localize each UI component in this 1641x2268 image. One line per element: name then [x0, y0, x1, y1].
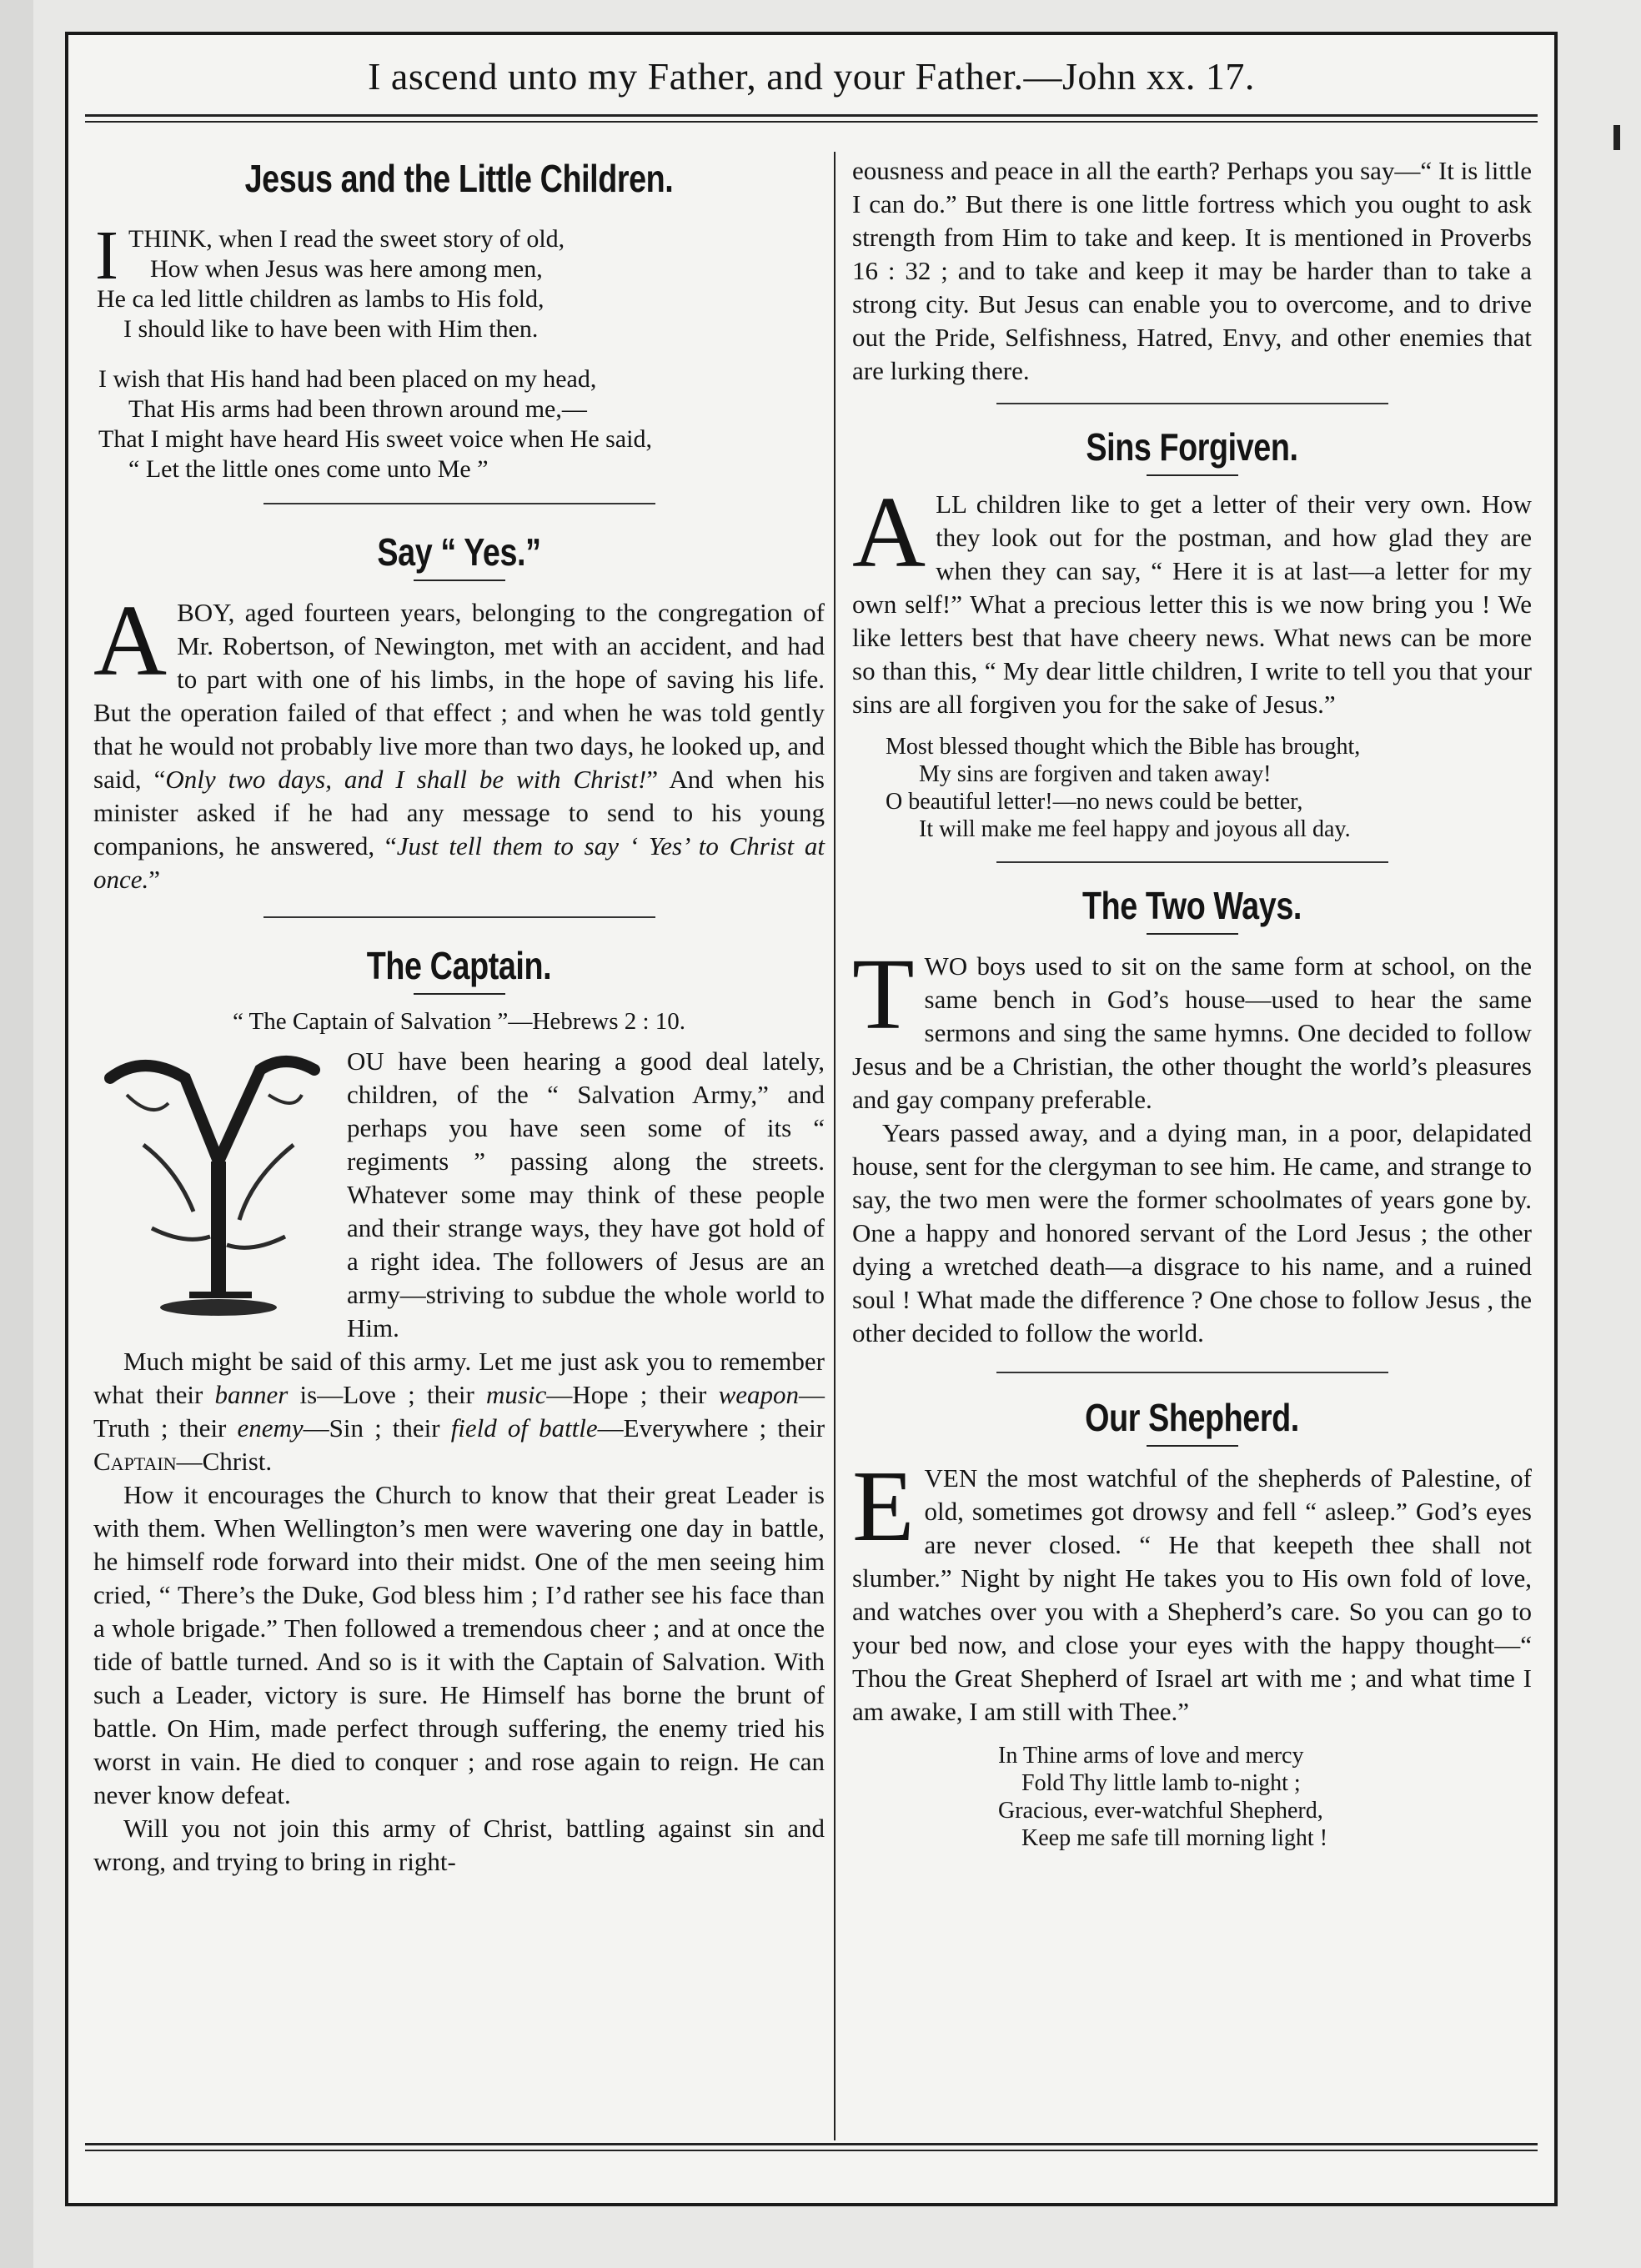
article-body: Years passed away, and a dying man, in a poor, delapidated house, sent for the clergyman to see him. He came, and strange to say, the two men were the former schoolmates of years gone by. One a happy and honored servant of the Lord Jesus ; the other dying a wretched death—a disgrace to his name, and a ruined soul ! What made the difference ? One chose to follow Jesus , the other decided to follow the world.: [852, 1118, 1532, 1347]
article-body: [852, 476, 1532, 721]
italic-word: field of battle: [450, 1413, 598, 1443]
article-title: Say “ Yes.”: [377, 530, 541, 574]
article-title: Our Shepherd.: [1085, 1396, 1299, 1439]
y-initial-illustration: [93, 1045, 335, 1320]
continuation-text: eousness and peace in all the earth? Perhaps you say—“ It is little I can do.” But there is one little fortress which you ought to ask strength from Him to take and keep. It is mentioned in Proverbs 16 : 32 ; and to take and keep it may be harder than to take a strong city. But Jesus can enable you to overcome, and to drive out the Pride, Selfishness, Hatred, Envy, and other enemies that are lurking there.: [852, 156, 1532, 385]
body-text: Much might be said of this army. Let me just ask you to remember what their: [93, 1347, 825, 1409]
drop-cap: A: [852, 476, 926, 589]
body-text: —Hope ; their: [546, 1380, 719, 1409]
article-body: [93, 1045, 825, 1345]
poem-line: THINK, when I read the sweet story of old,: [128, 225, 565, 253]
quote-text: Only two days, and I shall be with Christ!: [165, 765, 647, 794]
verse-line: Most blessed thought which the Bible has brought,: [886, 734, 1361, 760]
body-text: WO boys used to sit on the same form at school, on the same bench in God’s house—used to hear the same sermons and sing the same hymns. One decided to follow Jesus and be a Christian, the other thought the world’s pleasures and gay company preferable.: [852, 951, 1532, 1114]
quote-text: Just tell them to say ‘ Yes’ to Christ at once.: [93, 831, 825, 894]
epigraph: “ The Captain of Salvation ”—Hebrews 2 : 10.: [232, 1008, 686, 1035]
article-body: Will you not join this army of Christ, battling against sin and wrong, and trying to bring in right-: [93, 1814, 825, 1876]
body-text: —Truth ; their: [93, 1380, 825, 1443]
newspaper-page: [65, 32, 1558, 2206]
smallcaps-word: Captain: [93, 1447, 177, 1476]
article-title: The Captain.: [366, 944, 552, 987]
verse-line: In Thine arms of love and mercy: [998, 1743, 1304, 1769]
article-body: [852, 1450, 1532, 1729]
body-text: —Everywhere ; their: [597, 1413, 826, 1443]
drop-cap: A: [93, 585, 168, 697]
article-sins-forgiven: [852, 424, 1532, 843]
verse-line: My sins are forgiven and taken away!: [919, 761, 1272, 787]
article-body: How it encourages the Church to know that their great Leader is with them. When Wellington’s men were wavering one day in battle, he himself rode forward into their midst. One of the men seeing him cried, “ There’s the Duke, God bless him ; I’d rather see his face than a whole brigade.” Then followed a tremendous cheer ; and at once the tide of battle turned. And so is it with the Captain of Salvation. With such a Leader, victory is sure. He Himself has borne the brunt of battle. On Him, made perfect through suffering, the enemy tried his worst in vain. He died to conquer ; and rose again to reign. He can never know defeat.: [93, 1480, 825, 1809]
italic-word: enemy: [237, 1413, 304, 1443]
article-our-shepherd: [852, 1395, 1532, 1852]
body-text: VEN the most watchful of the shepherds of Palestine, of old, sometimes got drowsy and fell “ asleep.” God’s eyes are never closed. “ He that keepeth thee shall not slumber.” Night by night He takes you to His own fold of love, and watches over you with a Shepherd’s care. So you can go to your bed now, and close your eyes with the happy thought—“ Thou the Great Shepherd of Israel art with me ; and what time I am awake, I am still with Thee.”: [852, 1463, 1532, 1726]
verse-line: Gracious, ever-watchful Shepherd,: [998, 1798, 1323, 1824]
body-text: —Christ.: [176, 1447, 273, 1476]
article-body: [93, 1345, 825, 1478]
italic-word: weapon: [718, 1380, 799, 1409]
header-scripture: I ascend unto my Father, and your Father.—John xx. 17.: [368, 55, 1255, 98]
drop-cap: E: [852, 1450, 915, 1563]
poem-line: I wish that His hand had been placed on my head,: [98, 365, 597, 393]
article-jesus-children: [93, 156, 825, 484]
poem-line: “ Let the little ones come unto Me ”: [128, 455, 489, 483]
article-body: [852, 938, 1532, 1116]
article-body: [93, 585, 825, 896]
article-title: Jesus and the Little Children.: [244, 157, 674, 200]
article-title: Sins Forgiven.: [1086, 425, 1298, 469]
verse-line: It will make me feel happy and joyous all day.: [919, 816, 1351, 842]
body-text: ” And when his minister asked if he had any message to send to his young companions, he answered, “: [93, 765, 825, 861]
poem-line: I should like to have been with Him then.: [123, 315, 539, 343]
poem-stanza-2: [93, 364, 825, 484]
poem-line: That I might have heard His sweet voice when He said,: [98, 425, 652, 453]
verse-line: O beautiful letter!—no news could be better,: [886, 789, 1303, 815]
column-divider: [834, 152, 836, 2140]
article-title: The Two Ways.: [1082, 884, 1302, 927]
drop-cap: I: [95, 217, 118, 294]
body-text: LL children like to get a letter of their very own. How they look out for the postman, and how glad they are when they can say, “ Here it is at last—a letter for my own self!” What a precious letter this is we now bring you ! We like letters best that have cheery news. What news can be more so than this, “ My dear little children, I write to tell you that your sins are all forgiven you for the sake of Jesus.”: [852, 489, 1532, 719]
verse-line: Fold Thy little lamb to-night ;: [1021, 1770, 1301, 1796]
italic-word: banner: [214, 1380, 289, 1409]
verse-block: [852, 733, 1532, 843]
left-column: [93, 156, 825, 1879]
article-say-yes: [93, 529, 825, 896]
poem-stanza-1: [93, 217, 825, 344]
poem-line: How when Jesus was here among men,: [150, 255, 543, 283]
poem-line: He ca led little children as lambs to His fold,: [97, 285, 544, 313]
poem-line: That His arms had been thrown around me,—: [128, 395, 587, 423]
italic-word: music: [486, 1380, 547, 1409]
footer-rule-bottom: [85, 2150, 1538, 2151]
footer-rule-top: [85, 2143, 1538, 2145]
verse-block: [852, 1742, 1532, 1852]
scan-margin: [0, 0, 33, 2268]
body-text: BOY, aged fourteen years, belonging to the congregation of Mr. Robertson, of Newington, met with an accident, and had to part with one of his limbs, in the hope of saving his life. But the operation failed of that effect ; and when he was told gently that he would not probably live more than two days, he looked up, and said, “: [93, 598, 825, 794]
right-column: [852, 81, 1532, 1852]
body-text: ”: [148, 865, 161, 894]
body-text: —Sin ; their: [303, 1413, 451, 1443]
body-text: OU have been hearing a good deal lately, children, of the “ Salvation Army,” and perhaps you have seen some of its “ regiments ” passing along the streets. Whatever some may think of these people and their strange ways, they have got hold of a right idea. The followers of Jesus are an army—striving to subdue the whole world to Him.: [347, 1046, 825, 1342]
article-two-ways: [852, 883, 1532, 1350]
verse-line: Keep me safe till morning light !: [1021, 1825, 1328, 1851]
article-captain: [93, 943, 825, 1879]
drop-cap: T: [852, 938, 915, 1051]
scan-edge-mark: [1613, 125, 1620, 150]
body-text: is—Love ; their: [288, 1380, 487, 1409]
